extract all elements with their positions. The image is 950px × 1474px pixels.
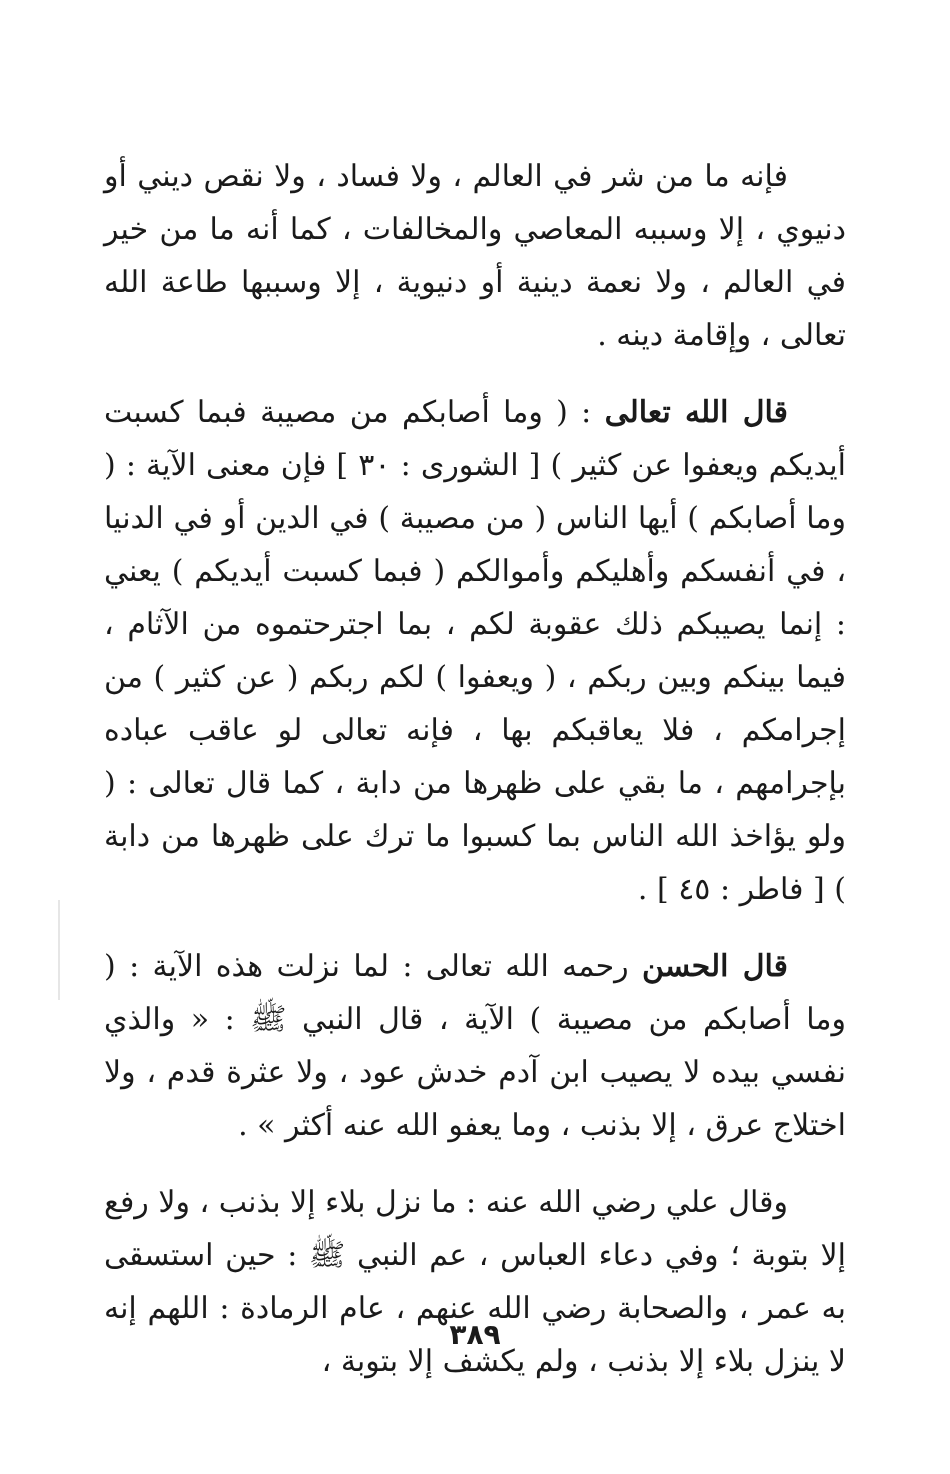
page-body bbox=[104, 150, 846, 1388]
paragraph-2-text: : ( وما أصابكم من مصيبة فبما كسبت أيديكم ويعفوا عن كثير ) [ الشورى : ٣٠ ] فإن معنى الآية : ( وما أصابكم ) أيها الناس ( من مصيبة ) في الدين أو في الدنيا ، في أنفسكم وأهليكم وأموالكم ( فبما كسبت أيديكم ) يعني : إنما يصيبكم ذلك عقوبة لكم ، بما اجترحتموه من الآثام ، فيما بينكم وبين ربكم ، ( ويعفوا ) لكم ربكم ( عن كثير ) من إجرامكم ، فلا يعاقبكم بها ، فإنه تعالى لو عاقب عباده بإجرامهم ، ما بقي على ظهرها من دابة ، كما قال تعالى : ( ولو يؤاخذ الله الناس بما كسبوا ما ترك على ظهرها من دابة ) [ فاطر : ٤٥ ] . bbox=[104, 395, 847, 907]
paragraph-3 bbox=[104, 940, 846, 1152]
paragraph-3-text: رحمه الله تعالى : لما نزلت هذه الآية : ( وما أصابكم من مصيبة ) الآية ، قال النبي ﷺ : « والذي نفسي بيده لا يصيب ابن آدم خدش عود ، ولا عثرة قدم ، ولا اختلاج عرق ، إلا بذنب ، وما يعفو الله عنه أكثر » . bbox=[104, 949, 846, 1143]
paragraph-2 bbox=[104, 386, 846, 916]
paragraph-2-lead: قال الله تعالى bbox=[604, 395, 788, 430]
paragraph-1 bbox=[104, 150, 846, 362]
paragraph-4 bbox=[104, 1176, 846, 1388]
paragraph-1-text: فإنه ما من شر في العالم ، ولا فساد ، ولا نقص ديني أو دنيوي ، إلا وسببه المعاصي والمخالفات ، كما أنه ما من خير في العالم ، ولا نعمة دينية أو دنيوية ، إلا وسببها طاعة الله تعالى ، وإقامة دينه . bbox=[104, 159, 846, 353]
paragraph-4-text: وقال علي رضي الله عنه : ما نزل بلاء إلا بذنب ، ولا رفع إلا بتوبة ؛ وفي دعاء العباس ، عم النبي ﷺ : حين استسقى به عمر ، والصحابة رضي الله عنهم ، عام الرمادة : اللهم إنه لا ينزل بلاء إلا بذنب ، ولم يكشف إلا بتوبة ، bbox=[104, 1185, 846, 1379]
scan-margin-mark bbox=[58, 900, 60, 1000]
paragraph-3-lead: قال الحسن bbox=[641, 949, 788, 984]
page-number: ٣٨٩ bbox=[449, 1318, 501, 1351]
